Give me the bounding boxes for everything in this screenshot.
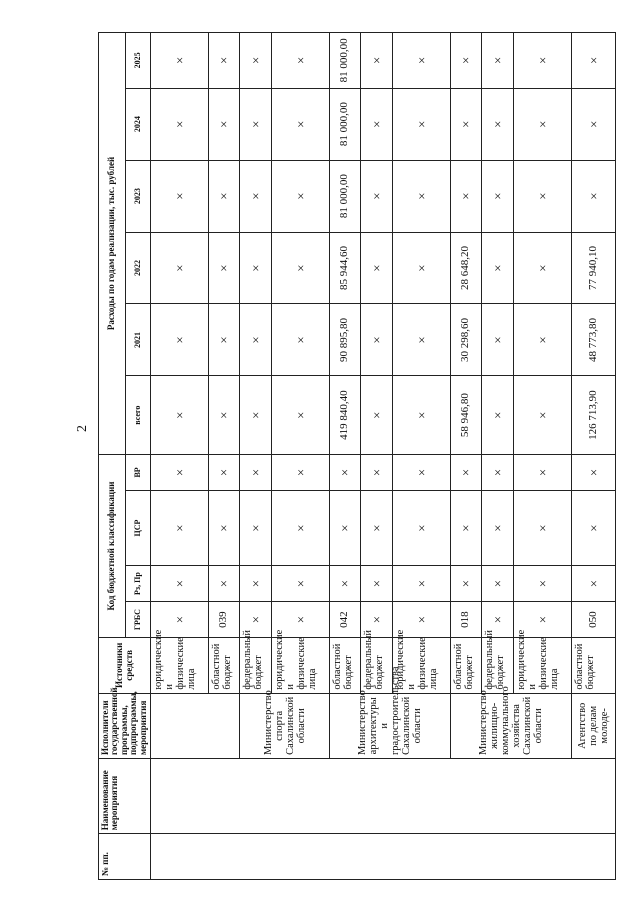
source-cell: областной бюджет — [329, 638, 361, 694]
rzpr-cell: × — [393, 566, 451, 602]
y2023-cell: × — [571, 160, 616, 232]
header-name: Наименование мероприятия — [99, 759, 151, 834]
y2025-cell: 81 000,00 — [329, 33, 361, 89]
csr-cell: × — [450, 490, 482, 565]
y2024-cell: × — [272, 88, 330, 160]
total-cell: 419 840,40 — [329, 376, 361, 454]
grbs-cell: × — [151, 602, 209, 638]
header-2021: 2021 — [126, 304, 151, 376]
y2021-cell: × — [240, 304, 272, 376]
y2021-cell: × — [151, 304, 209, 376]
header-total: всего — [126, 376, 151, 454]
y2021-cell: 90 895,80 — [329, 304, 361, 376]
vr-cell: × — [272, 454, 330, 490]
num-cell — [151, 834, 616, 880]
vr-cell: × — [240, 454, 272, 490]
executor-cell: Агентство по делам молоде- — [571, 693, 616, 758]
total-cell: × — [514, 376, 572, 454]
header-2024: 2024 — [126, 88, 151, 160]
vr-cell: × — [514, 454, 572, 490]
grbs-cell: × — [240, 602, 272, 638]
rzpr-cell: × — [514, 566, 572, 602]
y2021-cell: × — [514, 304, 572, 376]
vr-cell: × — [482, 454, 514, 490]
y2024-cell: × — [450, 88, 482, 160]
y2025-cell: × — [393, 33, 451, 89]
y2024-cell: × — [151, 88, 209, 160]
y2022-cell: × — [272, 232, 330, 304]
header-num: № пп. — [99, 834, 151, 880]
y2024-cell: × — [571, 88, 616, 160]
header-2022: 2022 — [126, 232, 151, 304]
header-2025: 2025 — [126, 33, 151, 89]
rzpr-cell: × — [329, 566, 361, 602]
y2023-cell: × — [393, 160, 451, 232]
y2022-cell: × — [361, 232, 393, 304]
y2025-cell: × — [571, 33, 616, 89]
csr-cell: × — [151, 490, 209, 565]
vr-cell: × — [151, 454, 209, 490]
y2021-cell: × — [361, 304, 393, 376]
y2022-cell: × — [514, 232, 572, 304]
y2024-cell: × — [240, 88, 272, 160]
vr-cell: × — [361, 454, 393, 490]
source-cell: областной бюджет — [571, 638, 616, 694]
rzpr-cell: × — [272, 566, 330, 602]
y2023-cell: 81 000,00 — [329, 160, 361, 232]
header-vr: ВР — [126, 454, 151, 490]
csr-cell: × — [240, 490, 272, 565]
total-cell: × — [272, 376, 330, 454]
y2024-cell: × — [361, 88, 393, 160]
grbs-cell: 018 — [450, 602, 482, 638]
table-row — [240, 33, 272, 880]
csr-cell: × — [514, 490, 572, 565]
header-executor: Исполнители государственной программы, подпрограммы, мероприятия — [99, 693, 151, 758]
source-cell: федеральный бюджет — [240, 638, 272, 694]
total-cell: 126 713,90 — [571, 376, 616, 454]
y2024-cell: × — [514, 88, 572, 160]
source-cell: областной бюджет — [450, 638, 482, 694]
y2024-cell: × — [208, 88, 240, 160]
vr-cell: × — [450, 454, 482, 490]
table-row — [450, 33, 482, 880]
csr-cell: × — [393, 490, 451, 565]
vr-cell: × — [393, 454, 451, 490]
y2023-cell: × — [272, 160, 330, 232]
grbs-cell: × — [272, 602, 330, 638]
total-cell: × — [482, 376, 514, 454]
header-rzpr: Рз, Пр — [126, 566, 151, 602]
header-budget-code: Код бюджетной классификации — [99, 454, 126, 637]
grbs-cell: × — [361, 602, 393, 638]
page-number: 2 — [75, 425, 90, 432]
y2022-cell: × — [393, 232, 451, 304]
total-cell: × — [393, 376, 451, 454]
y2022-cell: 28 648,20 — [450, 232, 482, 304]
source-cell: юридические и физические лица — [514, 638, 572, 694]
total-cell: × — [151, 376, 209, 454]
header-source: Источники средств — [99, 638, 151, 694]
rzpr-cell: × — [240, 566, 272, 602]
header-2023: 2023 — [126, 160, 151, 232]
grbs-cell: 042 — [329, 602, 361, 638]
y2022-cell: × — [482, 232, 514, 304]
csr-cell: × — [571, 490, 616, 565]
executor-cell: Министерство жилищно-коммунального хозяйства Сахалинской области — [450, 693, 571, 758]
rzpr-cell: × — [361, 566, 393, 602]
y2021-cell: × — [272, 304, 330, 376]
y2025-cell: × — [514, 33, 572, 89]
header-csr: ЦСР — [126, 490, 151, 565]
y2021-cell: × — [482, 304, 514, 376]
y2024-cell: × — [393, 88, 451, 160]
y2022-cell: × — [240, 232, 272, 304]
y2025-cell: × — [272, 33, 330, 89]
y2022-cell: 77 940,10 — [571, 232, 616, 304]
total-cell: × — [361, 376, 393, 454]
grbs-cell: 050 — [571, 602, 616, 638]
total-cell: × — [208, 376, 240, 454]
source-cell: федеральный бюджет — [361, 638, 393, 694]
y2021-cell: × — [208, 304, 240, 376]
y2025-cell: × — [361, 33, 393, 89]
y2023-cell: × — [151, 160, 209, 232]
source-cell: юридические и физические лица — [151, 638, 209, 694]
y2024-cell: × — [482, 88, 514, 160]
rzpr-cell: × — [571, 566, 616, 602]
grbs-cell: × — [482, 602, 514, 638]
table-row — [151, 33, 209, 880]
y2025-cell: × — [240, 33, 272, 89]
y2023-cell: × — [240, 160, 272, 232]
grbs-cell: × — [514, 602, 572, 638]
total-cell: 58 946,80 — [450, 376, 482, 454]
y2025-cell: × — [450, 33, 482, 89]
executor-cell: Министерство архитектуры и градостроительства Сахалинской области — [329, 693, 450, 758]
grbs-cell: × — [393, 602, 451, 638]
y2021-cell: × — [393, 304, 451, 376]
rzpr-cell: × — [450, 566, 482, 602]
rzpr-cell: × — [151, 566, 209, 602]
rzpr-cell: × — [208, 566, 240, 602]
source-cell: юридические и физические лица — [272, 638, 330, 694]
vr-cell: × — [208, 454, 240, 490]
y2025-cell: × — [208, 33, 240, 89]
csr-cell: × — [272, 490, 330, 565]
table-row — [571, 33, 616, 880]
y2024-cell: 81 000,00 — [329, 88, 361, 160]
executor-cell — [151, 693, 240, 758]
y2025-cell: × — [482, 33, 514, 89]
name-cell — [151, 759, 616, 834]
header-grbs: ГРБС — [126, 602, 151, 638]
y2021-cell: 30 298,60 — [450, 304, 482, 376]
y2023-cell: × — [514, 160, 572, 232]
csr-cell: × — [208, 490, 240, 565]
source-cell: юридические и физические лица — [393, 638, 451, 694]
y2022-cell: × — [151, 232, 209, 304]
grbs-cell: 039 — [208, 602, 240, 638]
csr-cell: × — [329, 490, 361, 565]
total-cell: × — [240, 376, 272, 454]
rotated-table-wrapper — [98, 32, 610, 880]
y2022-cell: 85 944,60 — [329, 232, 361, 304]
y2023-cell: × — [450, 160, 482, 232]
y2023-cell: × — [482, 160, 514, 232]
expenses-table — [98, 32, 616, 880]
rzpr-cell: × — [482, 566, 514, 602]
y2023-cell: × — [208, 160, 240, 232]
y2023-cell: × — [361, 160, 393, 232]
executor-cell: Министерство спорта Сахалинской области — [240, 693, 329, 758]
source-cell: федеральный бюджет — [482, 638, 514, 694]
y2022-cell: × — [208, 232, 240, 304]
vr-cell: × — [571, 454, 616, 490]
y2021-cell: 48 773,80 — [571, 304, 616, 376]
header-expenses: Расходы по годам реализации, тыс. рублей — [99, 33, 126, 455]
csr-cell: × — [361, 490, 393, 565]
vr-cell: × — [329, 454, 361, 490]
csr-cell: × — [482, 490, 514, 565]
table-row — [329, 33, 361, 880]
source-cell: областной бюджет — [208, 638, 240, 694]
y2025-cell: × — [151, 33, 209, 89]
